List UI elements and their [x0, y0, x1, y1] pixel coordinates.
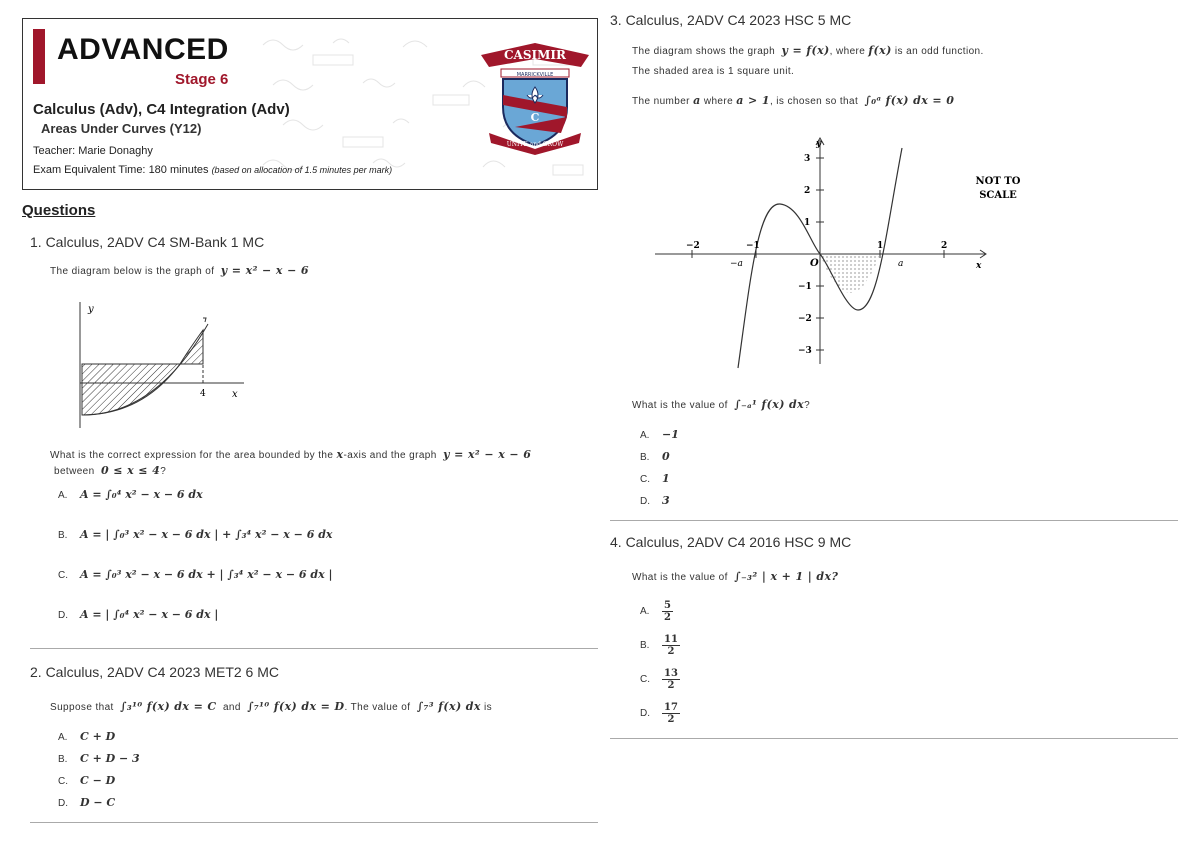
option-text: A = ∫₀⁴ x² − x − 6 dx [80, 488, 203, 501]
q3-xtick: −1 [746, 241, 760, 251]
divider [30, 648, 598, 649]
q1-option-d[interactable] [58, 608, 218, 621]
q2-is: is [484, 702, 493, 713]
q3-graph-y: y [816, 139, 822, 149]
q3-option-a[interactable] [640, 428, 679, 441]
time-note: (based on allocation of 1.5 minutes per mark) [211, 165, 393, 175]
option-letter: D. [58, 798, 68, 809]
q1-between: between [54, 466, 95, 477]
q1-question-mid: -axis and the graph [343, 450, 437, 461]
q1-range-eq: 0 ≤ x ≤ 4 [100, 464, 161, 477]
q2-suppose: Suppose that [50, 702, 114, 713]
option-text: A = | ∫₀³ x² − x − 6 dx | + ∫₃⁴ x² − x − 6 dx [80, 528, 333, 541]
option-text: 1 [662, 472, 670, 485]
option-letter: C. [640, 674, 650, 686]
fraction-numerator: 17 [664, 702, 678, 713]
option-letter: C. [640, 474, 650, 485]
divider [610, 738, 1178, 739]
fraction-denominator: 2 [664, 612, 671, 623]
q3-ytick: 2 [804, 186, 811, 196]
worksheet-header [22, 18, 598, 190]
time-value: 180 minutes [148, 164, 209, 176]
option-letter: C. [58, 776, 68, 787]
q2-option-b[interactable] [58, 752, 140, 765]
school-crest-logo [475, 37, 595, 155]
option-letter: D. [58, 610, 68, 621]
q3-line3b: where [703, 96, 734, 107]
q3-line3-eq: ∫₀ᵃ f(x) dx = 0 [864, 94, 955, 107]
fraction-numerator: 11 [664, 634, 678, 645]
fraction-denominator: 2 [667, 714, 675, 725]
crest-bottom-text: UNITE and GROW [506, 141, 564, 148]
q1-question-axis: x [336, 448, 344, 461]
course-title: Calculus (Adv), C4 Integration (Adv) [33, 101, 290, 118]
exam-time-line [33, 164, 392, 176]
option-letter: A. [640, 430, 650, 441]
fraction-denominator: 2 [667, 680, 675, 691]
time-label: Exam Equivalent Time: [33, 164, 146, 176]
q3-line1-fx: f(x) [868, 44, 892, 57]
option-letter: A. [58, 490, 68, 501]
option-letter: A. [58, 732, 68, 743]
q3-ytick: −1 [798, 282, 812, 292]
q4-question [632, 570, 838, 583]
teacher-name: Marie Donaghy [78, 145, 153, 157]
q1-intro-eq: y = x² − x − 6 [220, 264, 309, 277]
option-text: 0 [662, 450, 670, 463]
option-fraction [662, 702, 680, 725]
q1-graph-tick-4: 4 [200, 389, 206, 399]
crest-mid-text: MARRICKVILLE [516, 72, 554, 78]
q3-line3c: , is chosen so that [769, 96, 859, 107]
q2-title: 2. Calculus, 2ADV C4 2023 MET2 6 MC [30, 664, 279, 680]
fraction-denominator: 2 [667, 646, 675, 657]
option-text: C + D [80, 730, 116, 743]
q2-question [50, 700, 492, 713]
q2-eq1: ∫₃¹⁰ f(x) dx = C [120, 700, 217, 713]
q4-title: 4. Calculus, 2ADV C4 2016 HSC 9 MC [610, 534, 852, 550]
q3-line1b: , where [829, 46, 866, 57]
teacher-line [33, 145, 153, 157]
option-fraction [662, 634, 680, 657]
q3-title: 3. Calculus, 2ADV C4 2023 HSC 5 MC [610, 12, 852, 28]
q1-question [50, 448, 531, 461]
divider [30, 822, 598, 823]
option-text: D − C [80, 796, 116, 809]
questions-heading: Questions [22, 202, 96, 219]
svg-text:C: C [530, 111, 540, 124]
q2-value-of: . The value of [344, 702, 411, 713]
q1-graph-y-label: y [88, 304, 94, 315]
q4-option-b[interactable] [640, 634, 680, 657]
q3-question-text: What is the value of [632, 400, 728, 411]
q3-line2: The shaded area is 1 square unit. [632, 66, 795, 77]
q4-option-d[interactable] [640, 702, 680, 725]
q3-question [632, 398, 810, 411]
topic-title: Areas Under Curves (Y12) [41, 121, 202, 136]
stage-label: Stage 6 [175, 71, 229, 88]
q1-graph-x-label: x [232, 389, 238, 400]
q2-eq2: ∫₇¹⁰ f(x) dx = D [247, 700, 345, 713]
option-text: C + D − 3 [80, 752, 140, 765]
q1-parabola-graph [66, 298, 246, 438]
option-letter: D. [640, 496, 650, 507]
q2-option-d[interactable] [58, 796, 115, 809]
q2-and: and [222, 702, 241, 713]
q1-range: between 0 ≤ x ≤ 4? [54, 464, 167, 477]
q2-option-a[interactable] [58, 730, 115, 743]
divider [610, 520, 1178, 521]
option-letter: D. [640, 708, 650, 720]
brand-bar [33, 29, 45, 84]
q3-line1a: The diagram shows the graph [632, 46, 776, 57]
q2-option-c[interactable] [58, 774, 115, 787]
q1-title: 1. Calculus, 2ADV C4 SM-Bank 1 MC [30, 234, 265, 250]
crest-top-text: CASIMIR [503, 48, 567, 62]
q3-xtick: 1 [877, 241, 884, 251]
q1-option-b[interactable] [58, 528, 332, 541]
option-letter: C. [58, 570, 68, 581]
option-fraction [662, 668, 680, 691]
option-text: 3 [662, 494, 670, 507]
option-text: C − D [80, 774, 116, 787]
q3-graph-a-neg: −a [730, 259, 743, 269]
teacher-label: Teacher: [33, 145, 76, 157]
q3-graph-x: x [976, 261, 982, 271]
option-letter: B. [58, 754, 68, 765]
q3-line1-eq: y = f(x) [781, 44, 830, 57]
q1-question-eq: y = x² − x − 6 [443, 448, 532, 461]
q4-option-a[interactable] [640, 600, 673, 623]
q3-ytick: 3 [804, 154, 811, 164]
q3-ytick: 1 [804, 218, 811, 228]
q1-intro [50, 264, 309, 277]
q1-option-c[interactable] [58, 568, 332, 581]
option-letter: B. [640, 640, 650, 652]
q4-question-text: What is the value of [632, 572, 728, 583]
option-text: A = | ∫₀⁴ x² − x − 6 dx | [80, 608, 219, 621]
fraction-numerator: 13 [664, 668, 678, 679]
q3-xtick: −2 [686, 241, 700, 251]
q4-option-c[interactable] [640, 668, 680, 691]
q3-question-end: ? [804, 400, 811, 411]
option-letter: B. [58, 530, 68, 541]
option-letter: A. [640, 606, 650, 618]
q3-line3a: The number [632, 96, 690, 107]
option-letter: B. [640, 452, 650, 463]
not-to-scale-1: NOT TO [975, 176, 1021, 187]
q2-eq3: ∫₇³ f(x) dx [416, 700, 481, 713]
q4-question-eq: ∫₋₃² | x + 1 | dx? [734, 570, 839, 583]
q3-xtick: 2 [941, 241, 948, 251]
q1-question-text: What is the correct expression for the area bounded by the [50, 450, 334, 461]
option-text: −1 [662, 428, 679, 441]
q3-line1 [632, 44, 984, 57]
option-fraction [662, 600, 673, 623]
not-to-scale-2: SCALE [979, 190, 1017, 201]
q3-ytick: −2 [798, 314, 812, 324]
q1-intro-text: The diagram below is the graph of [50, 266, 215, 277]
option-text: A = ∫₀³ x² − x − 6 dx + | ∫₃⁴ x² − x − 6 dx | [80, 568, 333, 581]
q3-cubic-graph [650, 132, 1050, 382]
q3-graph-origin: O [810, 258, 819, 269]
q1-option-a[interactable] [58, 488, 203, 501]
q3-question-eq: ∫₋ₐ¹ f(x) dx [734, 398, 805, 411]
q3-graph-a-pos: a [898, 259, 904, 269]
q3-ytick: −3 [798, 346, 812, 356]
q3-option-d[interactable] [640, 494, 670, 507]
q3-line1c: is an odd function. [894, 46, 984, 57]
q3-line3 [632, 94, 954, 107]
q3-option-c[interactable] [640, 472, 670, 485]
q3-line3-cond: a > 1 [736, 94, 770, 107]
fraction-numerator: 5 [664, 600, 671, 611]
page-title: ADVANCED [57, 33, 229, 66]
left-column [22, 18, 598, 809]
q3-option-b[interactable] [640, 450, 670, 463]
q3-line3-a: a [693, 94, 701, 107]
